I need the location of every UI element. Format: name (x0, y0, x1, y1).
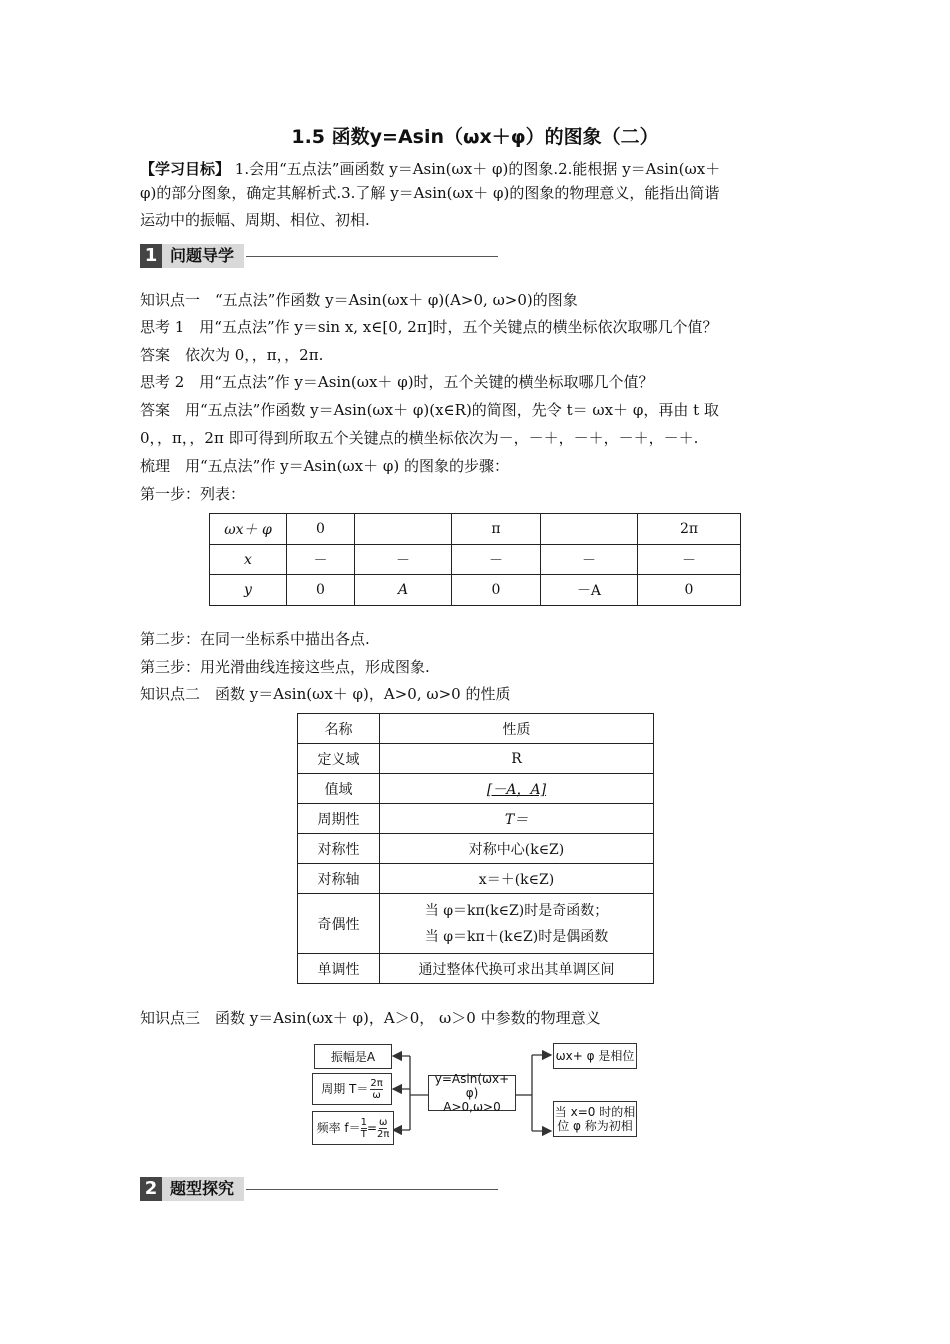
section-number: 1 (140, 244, 162, 268)
table-cell: 对称中心(k∈Z) (380, 834, 654, 864)
table-cell: 2π (638, 514, 741, 545)
section-rule (246, 256, 498, 257)
table-cell: T＝ (380, 804, 654, 834)
goals-line-1 (140, 158, 720, 180)
section-rule (246, 1189, 498, 1190)
summary: 梳理 用“五点法”作 y＝Asin(ωx＋ φ) 的图象的步骤： (140, 457, 510, 475)
frequency-denominator-1: T (360, 1128, 367, 1140)
table-header: 名称 (298, 714, 380, 744)
table-cell: 对称性 (298, 834, 380, 864)
answer-1: 答案 依次为 0，，π，，2π. (140, 346, 324, 364)
table-cell: － (541, 545, 638, 575)
table-cell: 周期性 (298, 804, 380, 834)
table-header: 性质 (380, 714, 654, 744)
knowledge-point-3: 知识点三 函数 y＝Asin(ωx＋ φ)，A＞0， ω＞0 中参数的物理意义 (140, 1009, 601, 1027)
frequency-numerator-2: ω (379, 1116, 388, 1128)
knowledge-point-1: 知识点一 “五点法”作函数 y＝Asin(ωx＋ φ)(A>0, ω>0)的图象 (140, 291, 578, 309)
table-row (298, 864, 654, 894)
amplitude-box: 振幅是A (314, 1044, 392, 1069)
step-1: 第一步：列表： (140, 485, 246, 503)
goals-line-2: φ)的部分图象，确定其解析式.3.了解 y＝Asin(ωx＋ φ)的图象的物理意义，能指出简谐 (140, 184, 720, 202)
table-cell: 0 (638, 575, 741, 606)
step-2: 第二步：在同一坐标系中描出各点. (140, 630, 370, 648)
table-cell: －A (541, 575, 638, 606)
answer-2a: 答案 用“五点法”作函数 y＝Asin(ωx＋ φ)(x∈R)的简图，先令 t＝ ωx＋ φ，再由 t 取 (140, 401, 719, 419)
function-formula: y=Asin(ωx+ φ) (434, 1072, 510, 1100)
table-cell: 0 (287, 575, 355, 606)
table-cell: π (452, 514, 541, 545)
period-numerator: 2π (370, 1077, 383, 1089)
initial-phase-box (553, 1101, 637, 1137)
table-cell: ωx＋ φ (210, 514, 287, 545)
table-cell: － (355, 545, 452, 575)
section-label: 题型探究 (162, 1177, 244, 1201)
parity-even: 当 φ＝kπ＋(k∈Z)时是偶函数 (424, 928, 609, 945)
table-cell: 通过整体代换可求出其单调区间 (380, 954, 654, 984)
table-row (298, 774, 654, 804)
table-cell: 单调性 (298, 954, 380, 984)
page-title: 1.5 函数y=Asin（ωx＋φ）的图象（二） (291, 126, 659, 148)
table-cell: － (452, 545, 541, 575)
table-row (298, 744, 654, 774)
table-cell: 对称轴 (298, 864, 380, 894)
section-header-2 (140, 1177, 498, 1201)
table-cell: － (287, 545, 355, 575)
period-denominator: ω (372, 1089, 381, 1101)
table-row (210, 575, 741, 606)
knowledge-point-2: 知识点二 函数 y＝Asin(ωx＋ φ)，A>0, ω>0 的性质 (140, 685, 511, 703)
table-cell: 奇偶性 (298, 894, 380, 954)
table-cell (355, 514, 452, 545)
function-conditions: A>0,ω>0 (443, 1100, 501, 1114)
frequency-numerator-1: 1 (360, 1116, 367, 1128)
goals-line-3: 运动中的振幅、周期、相位、初相. (140, 211, 370, 229)
function-box (428, 1072, 516, 1114)
section-header-1 (140, 244, 498, 268)
equals-sign: = (366, 1121, 378, 1135)
table-cell: R (380, 744, 654, 774)
table-row (298, 714, 654, 744)
frequency-box (312, 1111, 394, 1145)
table-cell: 定义域 (298, 744, 380, 774)
table-cell (380, 894, 654, 954)
table-cell: A (355, 575, 452, 606)
table-cell: 0 (287, 514, 355, 545)
table-row (210, 545, 741, 575)
table-cell: x (210, 545, 287, 575)
initial-phase-line-1: 当 x=0 时的相 (554, 1105, 636, 1119)
period-fraction (370, 1078, 382, 1101)
section-number: 2 (140, 1177, 162, 1201)
think-2: 思考 2 用“五点法”作 y＝Asin(ωx＋ φ)时，五个关键的横坐标取哪几个值？ (140, 373, 654, 391)
table-cell: y (210, 575, 287, 606)
table-cell (541, 514, 638, 545)
frequency-label: 频率 f＝ (316, 1121, 361, 1135)
initial-phase-line-2: 位 φ 称为初相 (557, 1119, 633, 1133)
table-row (210, 514, 741, 545)
table-cell: 0 (452, 575, 541, 606)
frequency-denominator-2: 2π (377, 1128, 390, 1140)
properties-table (297, 713, 654, 984)
goals-label: 【学习目标】 (140, 160, 231, 178)
table-row (298, 834, 654, 864)
period-box (312, 1073, 392, 1105)
table-cell: x＝＋(k∈Z) (380, 864, 654, 894)
table-cell: － (638, 545, 741, 575)
think-1: 思考 1 用“五点法”作 y＝sin x, x∈[0, 2π]时，五个关键点的横坐标依次取哪几个值？ (140, 318, 718, 336)
parity-odd: 当 φ＝kπ(k∈Z)时是奇函数； (424, 902, 609, 919)
answer-2b: 0，，π，，2π 即可得到所取五个关键点的横坐标依次为－，－＋，－＋，－＋，－＋. (140, 429, 699, 447)
section-label: 问题导学 (162, 244, 244, 268)
table-row (298, 804, 654, 834)
table-row (298, 954, 654, 984)
table-cell: [－A，A] (380, 774, 654, 804)
frequency-fraction-2 (377, 1117, 389, 1140)
step-3: 第三步：用光滑曲线连接这些点，形成图象. (140, 658, 430, 676)
period-label: 周期 T＝ (321, 1082, 369, 1096)
table-row (298, 894, 654, 954)
five-point-table (209, 513, 741, 606)
table-cell: 值域 (298, 774, 380, 804)
phase-box: ωx+ φ 是相位 (553, 1043, 637, 1069)
goals-text-1: 1.会用“五点法”画函数 y＝Asin(ωx＋ φ)的图象.2.能根据 y＝Asin(ωx＋ (234, 160, 721, 178)
